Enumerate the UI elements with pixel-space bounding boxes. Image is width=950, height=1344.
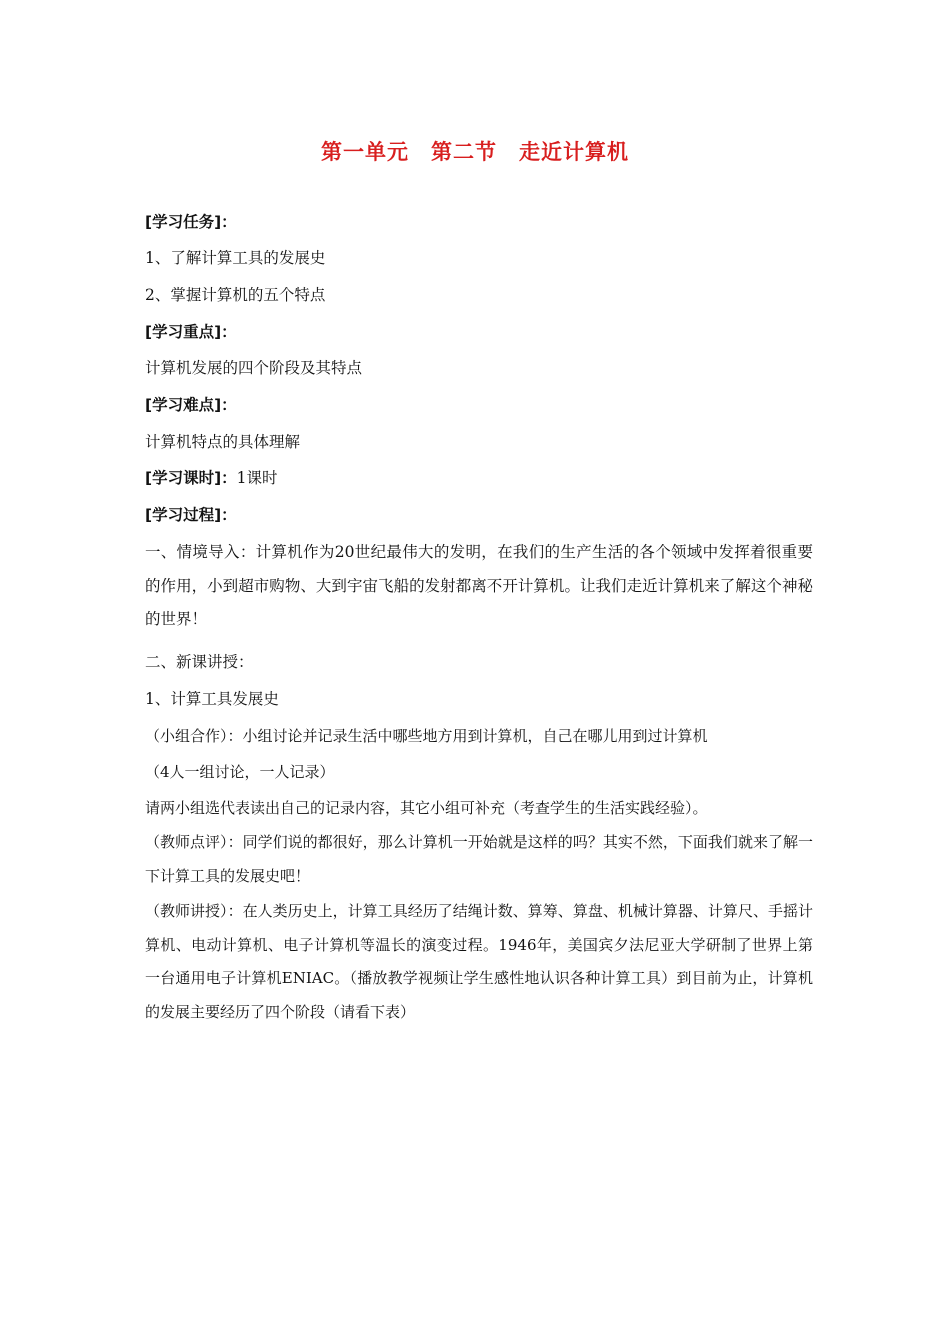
group-work-line-2: （4人一组讨论，一人记录）	[145, 763, 335, 781]
class-hours-value: 1课时	[236, 469, 278, 487]
page-title: 第一单元 第二节 走近计算机	[321, 140, 629, 164]
process-heading: [学习过程]：	[145, 506, 237, 524]
class-hours-heading: [学习课时]：	[145, 469, 237, 487]
task-item-2: 2、掌握计算机的五个特点	[145, 286, 326, 304]
task-item-1: 1、了解计算工具的发展史	[145, 249, 326, 267]
report-paragraph: 请两小组选代表读出自己的记录内容，其它小组可补充（考查学生的生活实践经验）。	[145, 799, 708, 817]
key-point-heading: [学习重点]：	[145, 323, 237, 341]
difficulty-heading: [学习难点]：	[145, 396, 237, 414]
difficulty-text: 计算机特点的具体理解	[145, 433, 301, 451]
key-point-text: 计算机发展的四个阶段及其特点	[145, 359, 363, 377]
group-work-line-1: （小组合作）：小组讨论并记录生活中哪些地方用到计算机，自己在哪儿用到过计算机	[145, 727, 708, 745]
task-heading: [学习任务]：	[145, 213, 237, 231]
teacher-review-paragraph: （教师点评）：同学们说的都很好，那么计算机一开始就是这样的吗？其实不然，下面我们就来了解一下计算工具的发展史吧！	[145, 833, 813, 885]
new-lesson-heading: 二、新课讲授：	[145, 653, 254, 671]
class-hours	[145, 468, 810, 488]
intro-paragraph: 一、情境导入：计算机作为20世纪最伟大的发明，在我们的生产生活的各个领域中发挥着很重要的作用，小到超市购物、大到宇宙飞船的发射都离不开计算机。让我们走近计算机来了解这个神秘的世界！	[145, 543, 813, 628]
teacher-lecture-paragraph: （教师讲授）：在人类历史上，计算工具经历了结绳计数、算筹、算盘、机械计算器、计算尺、手摇计算机、电动计算机、电子计算机等温长的演变过程。1946年，美国宾夕法尼亚大学研制了世界上第一台通用电子计算机ENIAC。（播放教学视频让学生感性地认识各种计算工具）到目前为止，计算机的发展主要经历了四个阶段（请看下表）	[145, 902, 813, 1021]
section-1-heading: 1、计算工具发展史	[145, 690, 279, 708]
